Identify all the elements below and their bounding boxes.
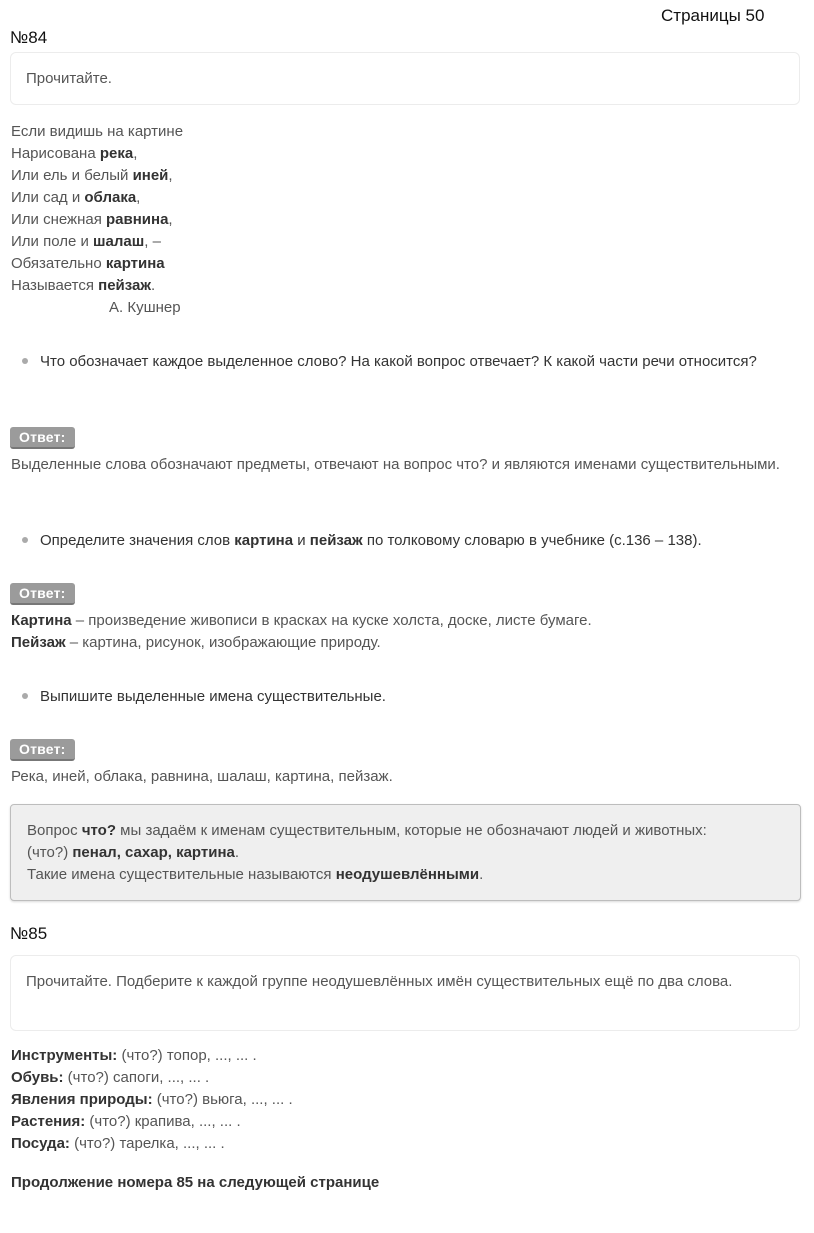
poem [11,121,183,319]
exercise-number-84: №84 [10,28,48,47]
question-text: Выпишите выделенные имена существительные. [40,688,386,705]
bullet-dot-icon [22,537,28,543]
poem-line: Обязательно картина [11,255,165,272]
poem-author: А. Кушнер [109,299,181,316]
bullet-dot-icon [22,693,28,699]
poem-line: Если видишь на картине [11,123,184,140]
rule-note-box [10,804,801,901]
question-2 [22,529,792,552]
task-box-85 [10,955,800,1031]
note-line: Такие имена существительные называются неодушевлёнными. [27,866,484,883]
task-box-84 [10,52,800,105]
page-number-label: Страницы 50 [661,6,765,25]
group-line: Растения: (что?) крапива, ..., ... . [11,1113,241,1130]
poem-line: Нарисована река, [11,145,138,162]
question-1 [22,350,792,373]
group-line: Инструменты: (что?) топор, ..., ... . [11,1047,257,1064]
definition-line: Картина – произведение живописи в красках на куске холста, доске, листе бумаге. [11,612,592,629]
answer-badge: Ответ: [10,739,75,761]
poem-line: Или снежная равнина, [11,211,173,228]
poem-line: Или сад и облака, [11,189,141,206]
answer-badge: Ответ: [10,427,75,449]
note-line: Вопрос что? мы задаём к именам существительным, которые не обозначают людей и животных: [27,822,707,839]
poem-line: Или ель и белый иней, [11,167,173,184]
group-line: Явления природы: (что?) вьюга, ..., ... . [11,1091,293,1108]
answer-badge: Ответ: [10,583,75,605]
question-3 [22,685,792,708]
note-line: (что?) пенал, сахар, картина. [27,844,240,861]
task-text: Прочитайте. Подберите к каждой группе неодушевлённых имён существительных ещё по два слова. [26,973,733,990]
poem-line: Называется пейзаж. [11,277,156,294]
question-text: Определите значения слов картина и пейзаж по толковому словарю в учебнике (с.136 – 138). [40,532,702,549]
definition-line: Пейзаж – картина, рисунок, изображающие природу. [11,634,381,651]
answer-1: Выделенные слова обозначают предметы, отвечают на вопрос что? и являются именами существительными. [11,456,780,473]
poem-line: Или поле и шалаш, – [11,233,161,250]
exercise-number-85: №85 [10,924,48,943]
bullet-dot-icon [22,358,28,364]
question-text: Что обозначает каждое выделенное слово? На какой вопрос отвечает? К какой части речи относится? [40,353,757,370]
task-text: Прочитайте. [26,70,112,87]
group-line: Посуда: (что?) тарелка, ..., ... . [11,1135,225,1152]
continuation-note: Продолжение номера 85 на следующей странице [11,1174,380,1191]
answer-2 [11,610,801,654]
answer-3: Река, иней, облака, равнина, шалаш, картина, пейзаж. [11,768,393,785]
noun-groups [11,1045,293,1155]
group-line: Обувь: (что?) сапоги, ..., ... . [11,1069,210,1086]
